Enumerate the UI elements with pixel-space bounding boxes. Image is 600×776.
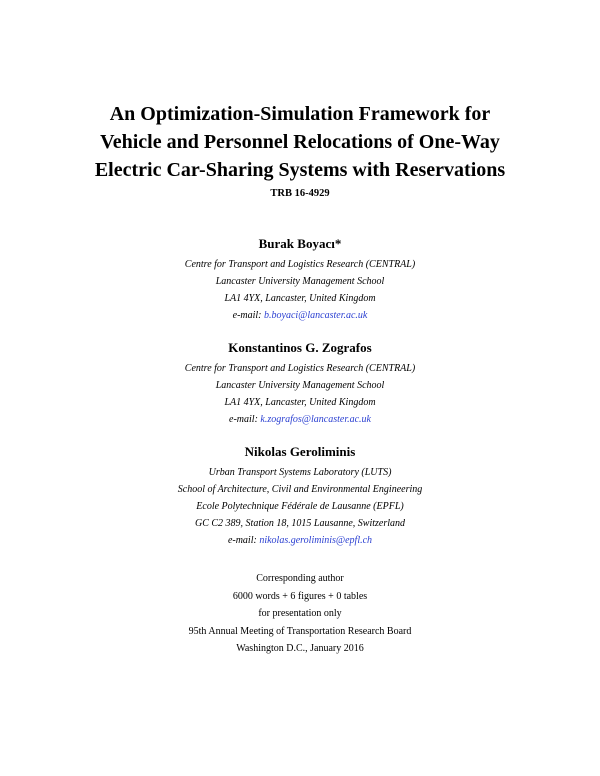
- affiliation-line: Centre for Transport and Logistics Research (CENTRAL): [184, 363, 416, 374]
- note-line: 6000 words + 6 figures + 0 tables: [232, 590, 368, 602]
- email-line: [0, 411, 600, 428]
- email-link[interactable]: b.boyaci@lancaster.ac.uk: [264, 310, 368, 321]
- email-label: e-mail:: [232, 310, 262, 321]
- affiliation-line: Lancaster University Management School: [215, 276, 385, 287]
- affiliation-line: Lancaster University Management School: [215, 380, 385, 391]
- email-label: e-mail:: [227, 535, 257, 546]
- title-line: Vehicle and Personnel Relocations of One-Way: [100, 131, 500, 153]
- author-name: Nikolas Geroliminis: [244, 444, 356, 459]
- affiliation-line: GC C2 389, Station 18, 1015 Lausanne, Switzerland: [194, 518, 405, 529]
- paper-title: [40, 100, 560, 184]
- author-name: Burak Boyacı*: [258, 236, 342, 251]
- email-label: e-mail:: [229, 414, 258, 425]
- note-line: 95th Annual Meeting of Transportation Research Board: [188, 625, 412, 637]
- author-block-geroliminis: [0, 444, 600, 549]
- trb-number: TRB 16-4929: [270, 188, 330, 199]
- note-line: Washington D.C., January 2016: [236, 643, 364, 654]
- author-block-zografos: [0, 340, 600, 428]
- note-line: Corresponding author: [256, 573, 344, 584]
- affiliation-line: LA1 4YX, Lancaster, United Kingdom: [224, 293, 376, 304]
- note-line: for presentation only: [258, 608, 342, 619]
- affiliation-line: Ecole Polytechnique Fédérale de Lausanne (EPFL): [196, 501, 404, 512]
- title-line: An Optimization-Simulation Framework for: [109, 103, 491, 125]
- author-name: Konstantinos G. Zografos: [228, 340, 372, 355]
- email-link[interactable]: k.zografos@lancaster.ac.uk: [260, 414, 371, 425]
- affiliation-line: School of Architecture, Civil and Environmental Engineering: [177, 484, 423, 495]
- author-block-boyaci: [0, 236, 600, 324]
- affiliation-line: LA1 4YX, Lancaster, United Kingdom: [224, 397, 376, 408]
- submission-notes: [0, 570, 600, 658]
- email-line: [0, 307, 600, 324]
- affiliation-line: Urban Transport Systems Laboratory (LUTS): [208, 467, 392, 478]
- email-line: [0, 532, 600, 549]
- affiliation-line: Centre for Transport and Logistics Research (CENTRAL): [184, 259, 416, 270]
- email-link[interactable]: nikolas.geroliminis@epfl.ch: [259, 535, 373, 546]
- title-line: Electric Car-Sharing Systems with Reservations: [94, 159, 506, 181]
